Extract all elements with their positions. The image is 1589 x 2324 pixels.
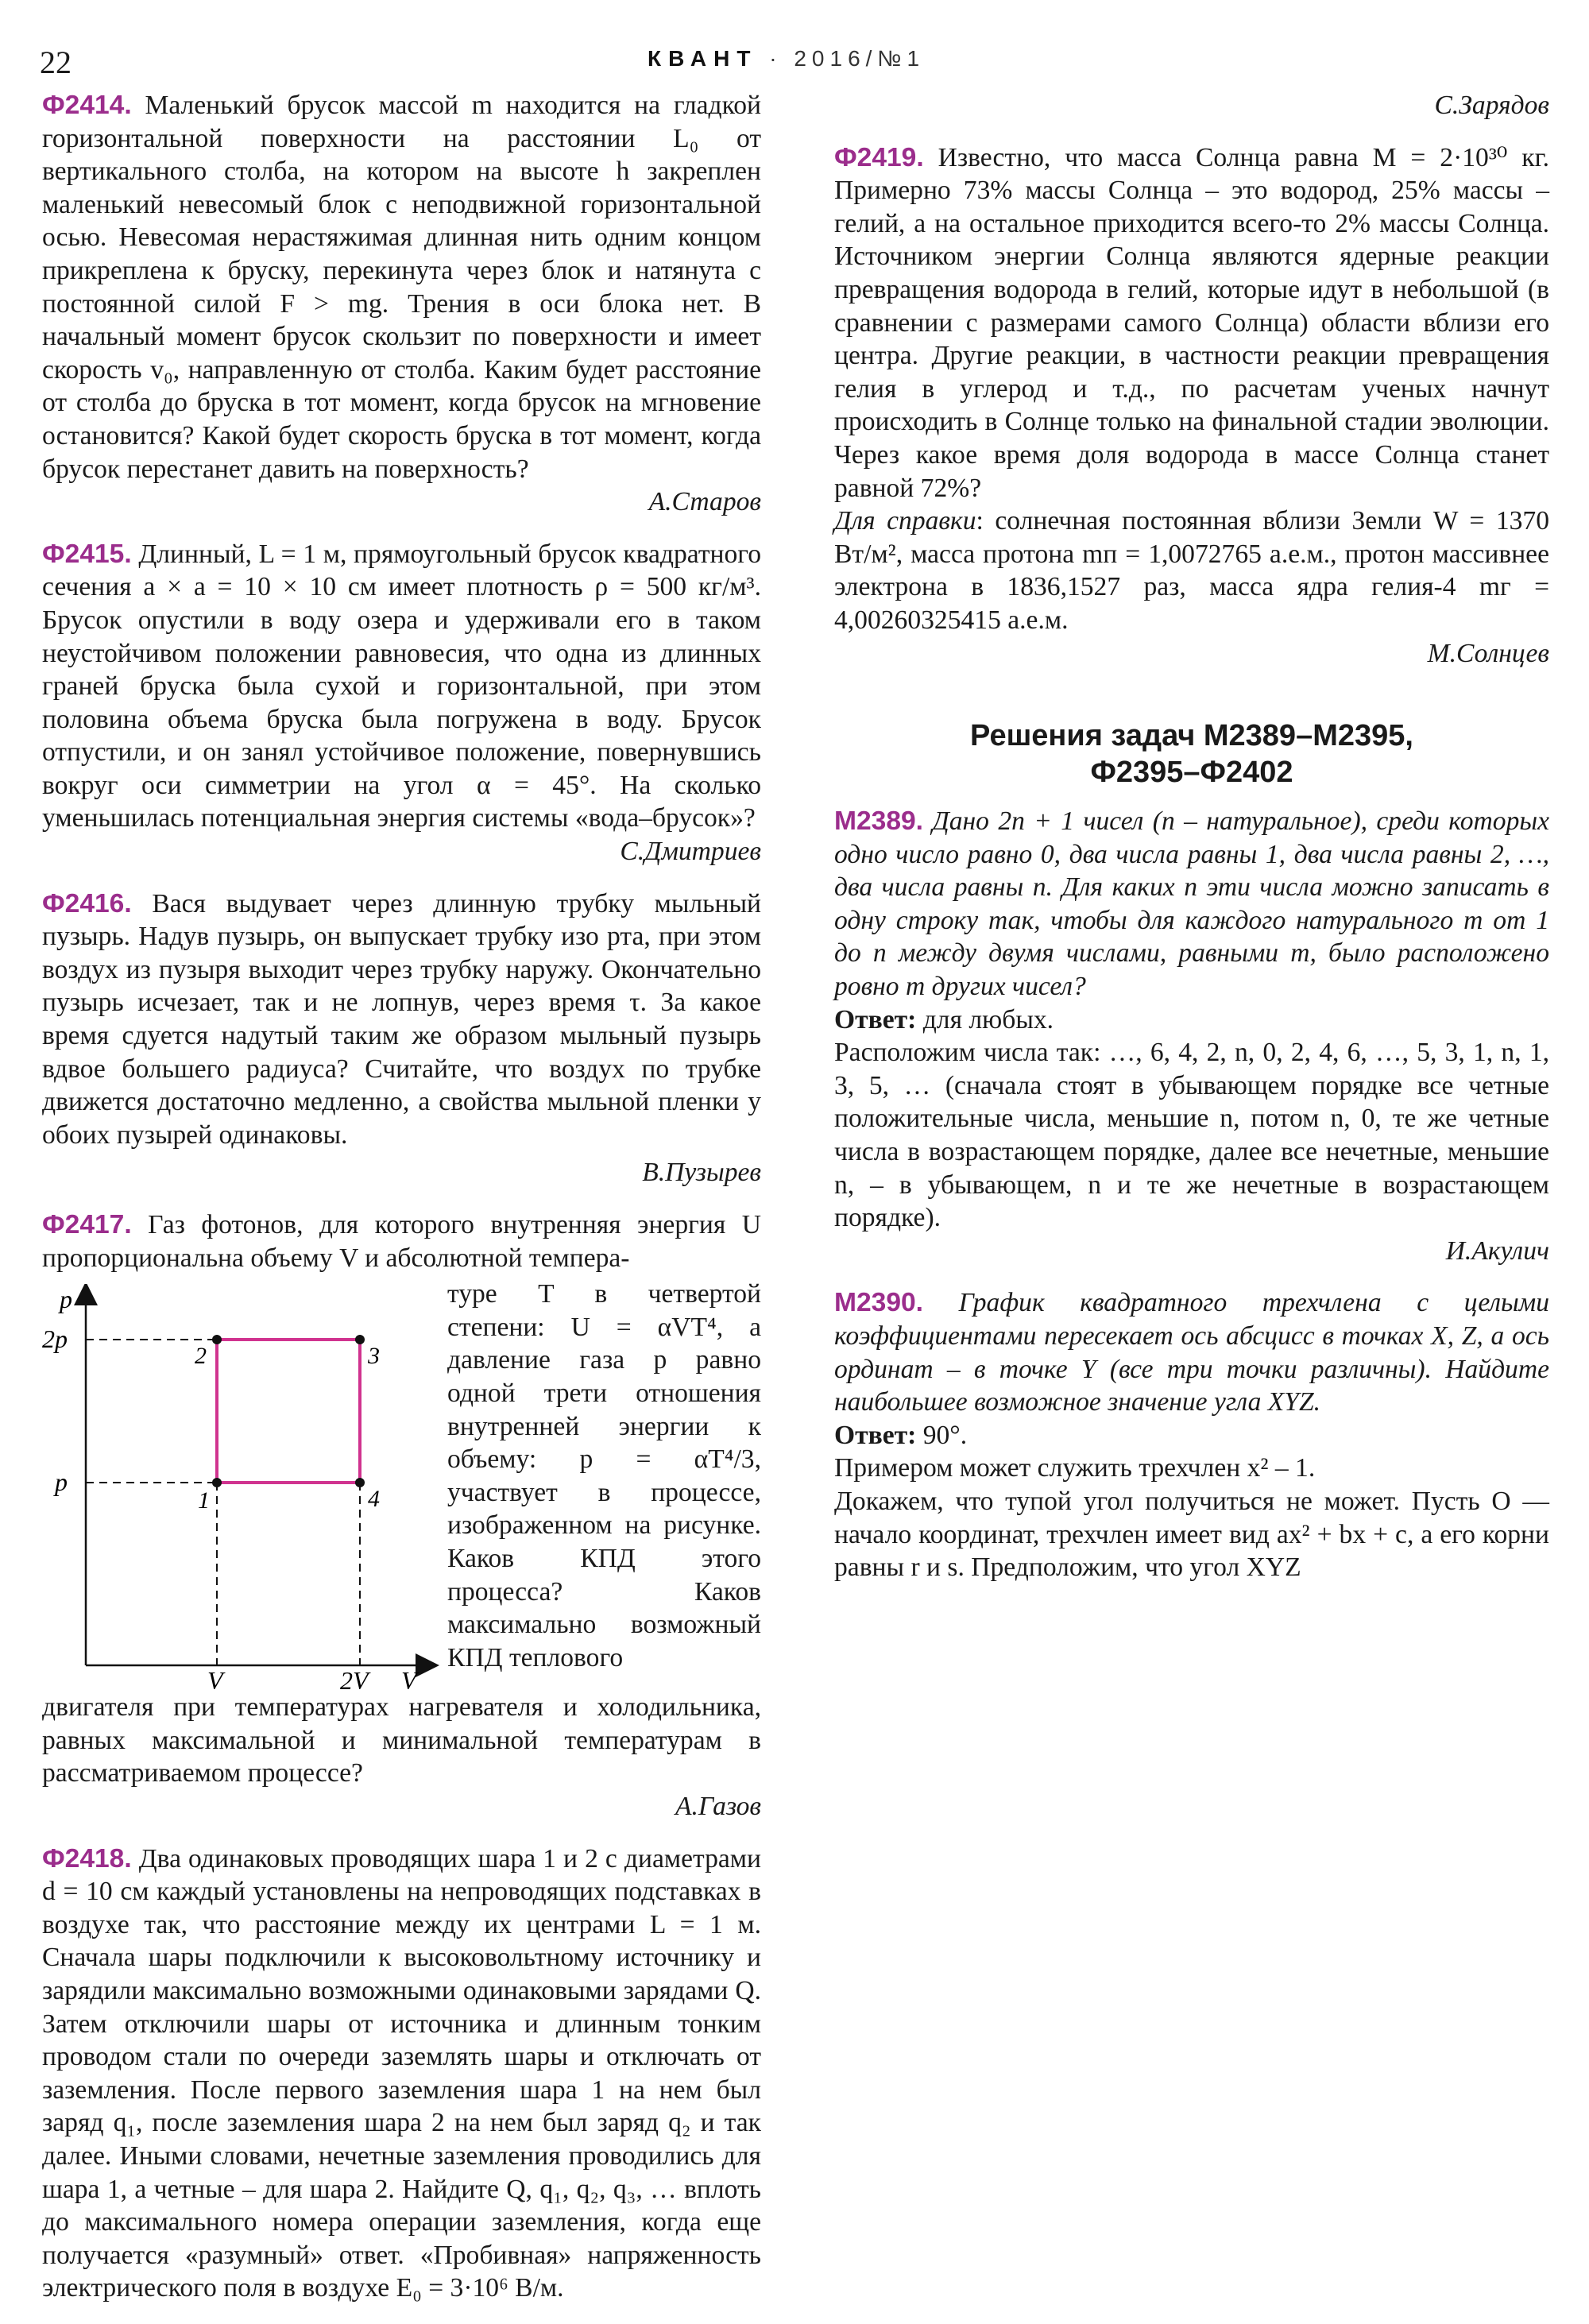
journal-header [648,46,925,72]
tick-V: V [207,1666,223,1690]
solution-line-2: Докажем, что тупой угол получиться не может. Пусть O — начало координат, трехчлен имеет вид ax² + bx + c, а его корни равны r и s. Предположим, что угол XYZ [834,1486,1549,1583]
problem-f2415 [42,538,761,868]
point-1 [212,1478,222,1487]
axis-x-label: V [401,1666,417,1690]
problem-author: С.Дмитриев [620,837,761,867]
point-4 [355,1478,365,1487]
label-4: 4 [368,1486,380,1513]
solution-line-1: Примером может служить трехчлен x² – 1. [834,1453,1316,1483]
problem-author: С.Зарядов [1434,91,1549,120]
problem-f2416 [42,887,761,1189]
problem-rest: двигателя при температурах нагревателя и холодильника, равных максимальной и минимальной температурам в рассматриваемом процессе? [42,1692,761,1788]
problem-code: М2390. [834,1288,923,1318]
solution-m2389 [834,805,1549,1267]
problem-code: Ф2417. [42,1210,132,1239]
answer-label: Ответ: [834,1420,917,1450]
problem-text: Два одинаковых проводящих шара 1 и 2 с диаметрами d = 10 см каждый установлены на непроводящих подставках в воздухе так, что расстояние между их центрами L = 1 м. Сначала шары подключили к высоковольтному источнику и зарядили максимально возможными одинаковыми зарядами Q. Затем отключили шары от источника и длинным тонким проводом стали по очереди заземлять шары и отключать от заземления. После первого заземления шара 1 на нем был заряд q₁, после заземления шара 2 на нем был заряд q₂ и так далее. Иными словами, нечетные заземления проводились для шара 1, а четные – для шара 2. Найдите Q, q₁, q₂, q₃, … вплоть до максимального номера операции заземления, когда еще получается «разумный» ответ. «Пробивная» напряженность электрического поля в воздухе E₀ = 3·10⁶ В/м. [42,1843,761,2303]
page-number: 22 [40,44,72,80]
figure-with-text [42,1278,761,1691]
problem-code: Ф2415. [42,539,132,569]
right-column [834,89,1549,1603]
problem-text: Вася выдувает через длинную трубку мыльный пузырь. Надув пузырь, он выпускает трубку изо рта, при этом воздух из пузыря выходит через трубку наружу. Окончательно пузырь исчезает, так и не лопнув, через время τ. За какое время сдуется надутый таким же образом мыльный пузырь вдвое большего радиуса? Считайте, что воздух по трубке движется достаточно медленно, а свойства мыльной пленки у обоих пузырей одинаковы. [42,888,761,1150]
label-1: 1 [198,1487,210,1514]
journal-name: КВАНТ [648,46,758,71]
problem-code: М2389. [834,806,923,837]
problem-author: И.Акулич [1445,1235,1549,1266]
problem-f2418-end [834,89,1549,122]
problem-text: Маленький брусок массой m находится на гладкой горизонтальной поверхности на расстоянии L₀ от вертикального столба, на котором на высоте h закреплен маленький невесомый блок с неподвижной горизонтальной осью. Невесомая нерастяжимая длинная нить одним концом прикреплена к бруску, перекинута через блок и натянута с постоянной силой F > mg. Трения в оси блока нет. В начальный момент брусок скользит по поверхности и имеет скорость v₀, направленную от столба. Каким будет расстояние от столба до бруска в тот момент, когда брусок на мгновение остановится? Какой будет скорость бруска в тот момент, когда брусок перестанет давить на поверхность? [42,91,761,484]
answer-label: Ответ: [834,1004,917,1034]
problem-author: М.Солнцев [1427,638,1549,668]
problem-f2418-start [42,1843,761,2305]
solution-text: Расположим числа так: …, 6, 4, 2, n, 0, 2, 4, 6, …, 5, 3, 1, n, 1, 3, 5, … (сначала стоят в убывающем порядке все четные положительные числа, меньшие n, потом n, 0, те же четные числа в возрастающем порядке, далее все нечетные, меньшие n, – в убывающем, n и те же нечетные в возрастающем порядке). [834,1038,1549,1233]
label-2: 2 [195,1343,207,1370]
tick-2p: 2p [42,1324,68,1354]
point-2 [212,1335,222,1344]
tick-2V: 2V [340,1666,369,1690]
solutions-title-line2: Ф2395–Ф2402 [1090,756,1293,790]
tick-p: p [55,1467,68,1497]
solutions-heading [834,717,1549,791]
problem-code: Ф2416. [42,888,132,918]
problem-f2414 [42,89,761,519]
problem-code: Ф2414. [42,91,132,120]
solutions-title-line1: Решения задач М2389–М2395, [970,719,1413,753]
problem-f2419 [834,141,1549,671]
reference-label: Для справки [834,506,976,536]
answer-value: для любых. [916,1004,1054,1034]
problem-text: Дано 2n + 1 чисел (n – натуральное), среди которых одно число равно 0, два числа равны 1, два числа равны 2, …, два числа равны n. Для каких n эти числа можно записать в одну строку так, чтобы для каждого натурального m от 1 до n между двумя числами, равными m, было расположено ровно m других чисел? [834,806,1549,1002]
header-separator: · [757,46,794,71]
problem-text: График квадратного трехчлена с целыми коэффициентами пересекает ось абсцисс в точках X, Z, а ось ординат – в точке Y (все три точки различны). Найдите наибольшее возможное значение угла XYZ. [834,1288,1549,1417]
problem-author: А.Старов [648,487,761,517]
problem-code: Ф2418. [42,1843,132,1874]
answer-value: 90°. [916,1420,968,1450]
label-3: 3 [368,1343,380,1370]
point-3 [355,1335,365,1344]
problem-code: Ф2419. [834,142,924,172]
journal-issue: 2016/№1 [794,46,926,71]
problem-side-text: туре T в четвертой степени: U = αVT⁴, а давление газа p равно одной трети отношения внутренней энергии к объему: p = αT⁴/3, участвует в процессе, изображенном на рисунке. Каков КПД этого процесса? Каков максимально возможный КПД теплового [447,1279,761,1672]
axis-y-label: p [60,1285,72,1314]
problem-author: А.Газов [675,1791,761,1821]
cycle-rectangle [217,1340,360,1483]
problem-intro: Газ фотонов, для которого внутренняя энергия U пропорциональна объему V и абсолютной темпера- [42,1210,761,1273]
solution-m2390 [834,1286,1549,1583]
left-column [42,89,761,2324]
problem-text: Известно, что масса Солнца равна M = 2·10³⁰ кг. Примерно 73% массы Солнца – это водород, 25% массы – гелий, а на остальное приходится всего-то 2% массы Солнца. Источником энергии Солнца являются ядерные реакции превращения водорода в гелий, которые идут в небольшой (в сравнении с размерами самого Солнца) области вблизи его центра. Другие реакции, в частности реакции превращения гелия в углерод и т.д., по расчетам ученых начнут происходить в Солнце только на финальной стадии эволюции. Через какое время доля водорода в массе Солнца станет равной 72%? [834,142,1549,503]
problem-author: В.Пузырев [642,1158,761,1188]
problem-text: Длинный, L = 1 м, прямоугольный брусок квадратного сечения a × a = 10 × 10 см имеет плотность ρ = 500 кг/м³. Брусок опустили в воду озера и удерживали его в таком неустойчивом положении равновесия, что одна из длинных граней бруска была сухой и горизонтальной, при этом половина объема бруска была погружена в воду. Брусок отпустили, и он занял устойчивое положение, повернувшись вокруг оси симметрии на угол α = 45°. На сколько уменьшилась потенциальная энергия системы «вода–брусок»? [42,539,761,833]
problem-f2417 [42,1208,761,1823]
pv-diagram [42,1284,439,1689]
reference-text: : солнечная постоянная вблизи Земли W = 1370 Вт/м², масса протона mп = 1,0072765 а.е.м., протон массивнее электрона в 1836,1527 раз, масса ядра гелия-4 mг = 4,00260325415 а.е.м. [834,506,1549,635]
